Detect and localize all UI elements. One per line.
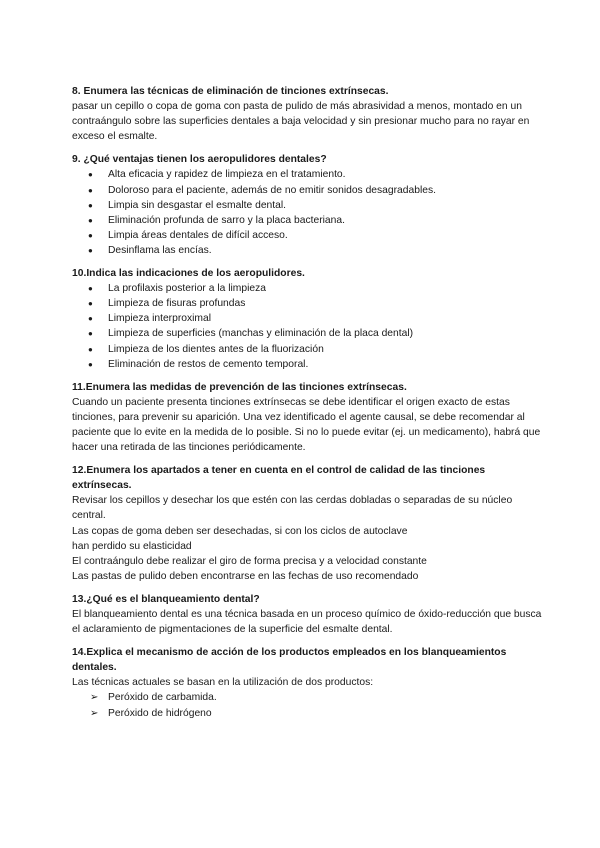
list-item: ● Desinflama las encías. (72, 243, 542, 258)
question-14 (72, 645, 542, 720)
arrow-bullet-icon: ➢ (90, 692, 99, 704)
answer-line: Las pastas de pulido deben encontrarse en las fechas de uso recomendado (72, 570, 419, 582)
bullet-icon: ● (88, 329, 93, 339)
bullet-list (72, 281, 542, 372)
answer-line: El contraángulo debe realizar el giro de forma precisa y a velocidad constante (72, 555, 427, 567)
answer-line: han perdido su elasticidad (72, 540, 192, 552)
list-item: ● Limpia sin desgastar el esmalte dental. (72, 198, 542, 213)
answer-line: Revisar los cepillos y desechar los que estén con las cerdas dobladas o separadas de su núcleo central. (72, 495, 513, 522)
question-9 (72, 152, 542, 258)
list-item: ● Limpieza de superficies (manchas y eliminación de la placa dental) (72, 326, 542, 341)
question-title: 13.¿Qué es el blanqueamiento dental? (72, 593, 260, 605)
bullet-icon: ● (88, 299, 93, 309)
answer-paragraph: Cuando un paciente presenta tinciones extrínsecas se debe identificar el origen exacto de estas tinciones, para prevenir su aparición. Una vez identificado el agente causal, se debe recomendar al paciente que lo evite en la medida de lo posible. Si no lo puede evitar (ej. un medicamento), habrá que hacer una retirada de las tinciones periódicamente. (72, 396, 541, 454)
list-item: ● Limpieza de los dientes antes de la fluorización (72, 342, 542, 357)
answer-paragraph: Las técnicas actuales se basan en la utilización de dos productos: (72, 677, 374, 689)
list-item: ● Doloroso para el paciente, además de no emitir sonidos desagradables. (72, 183, 542, 198)
bullet-icon: ● (88, 200, 93, 210)
list-item: ➢ Peróxido de hidrógeno (72, 706, 542, 721)
arrow-bullet-icon: ➢ (90, 707, 99, 719)
question-title: 9. ¿Qué ventajas tienen los aeropulidores dentales? (72, 154, 327, 166)
bullet-icon: ● (88, 185, 93, 195)
question-title: 12.Enumera los apartados a tener en cuenta en el control de calidad de las tinciones extrínsecas. (72, 465, 486, 492)
bullet-list (72, 167, 542, 258)
answer-line: Las copas de goma deben ser desechadas, si con los ciclos de autoclave (72, 525, 408, 537)
list-item: ● Eliminación profunda de sarro y la placa bacteriana. (72, 213, 542, 228)
question-10 (72, 266, 542, 372)
bullet-icon: ● (88, 314, 93, 324)
question-13 (72, 592, 542, 637)
bullet-icon: ● (88, 245, 93, 255)
bullet-icon: ● (88, 359, 93, 369)
bullet-icon: ● (88, 215, 93, 225)
bullet-icon: ● (88, 170, 93, 180)
answer-paragraph: El blanqueamiento dental es una técnica basada en un proceso químico de óxido-reducción que busca el aclaramiento de pigmentaciones de la superficie del esmalte dental. (72, 609, 542, 636)
list-item: ● Limpieza de fisuras profundas (72, 296, 542, 311)
question-title: 14.Explica el mecanismo de acción de los productos empleados en los blanqueamientos dentales. (72, 647, 507, 674)
question-title: 11.Enumera las medidas de prevención de las tinciones extrínsecas. (72, 381, 407, 393)
question-title: 8. Enumera las técnicas de eliminación de tinciones extrínsecas. (72, 86, 389, 97)
list-item: ● La profilaxis posterior a la limpieza (72, 281, 542, 296)
list-item: ● Alta eficacia y rapidez de limpieza en el tratamiento. (72, 167, 542, 182)
question-8 (72, 84, 542, 144)
answer-paragraph: pasar un cepillo o copa de goma con pasta de pulido de más abrasividad a menos, montado en un contraángulo sobre las superficies dentales a baja velocidad y sin presionar mucho para no rayar en exceso el esmalte. (72, 101, 530, 143)
bullet-icon: ● (88, 344, 93, 354)
document-page (72, 84, 542, 721)
list-item: ● Limpieza interproximal (72, 311, 542, 326)
question-12 (72, 463, 542, 584)
question-title: 10.Indica las indicaciones de los aeropulidores. (72, 268, 305, 280)
bullet-icon: ● (88, 284, 93, 294)
list-item: ● Eliminación de restos de cemento temporal. (72, 357, 542, 372)
arrow-list (72, 690, 542, 720)
list-item: ● Limpia áreas dentales de difícil acceso. (72, 228, 542, 243)
question-11 (72, 380, 542, 455)
bullet-icon: ● (88, 230, 93, 240)
list-item: ➢ Peróxido de carbamida. (72, 690, 542, 705)
